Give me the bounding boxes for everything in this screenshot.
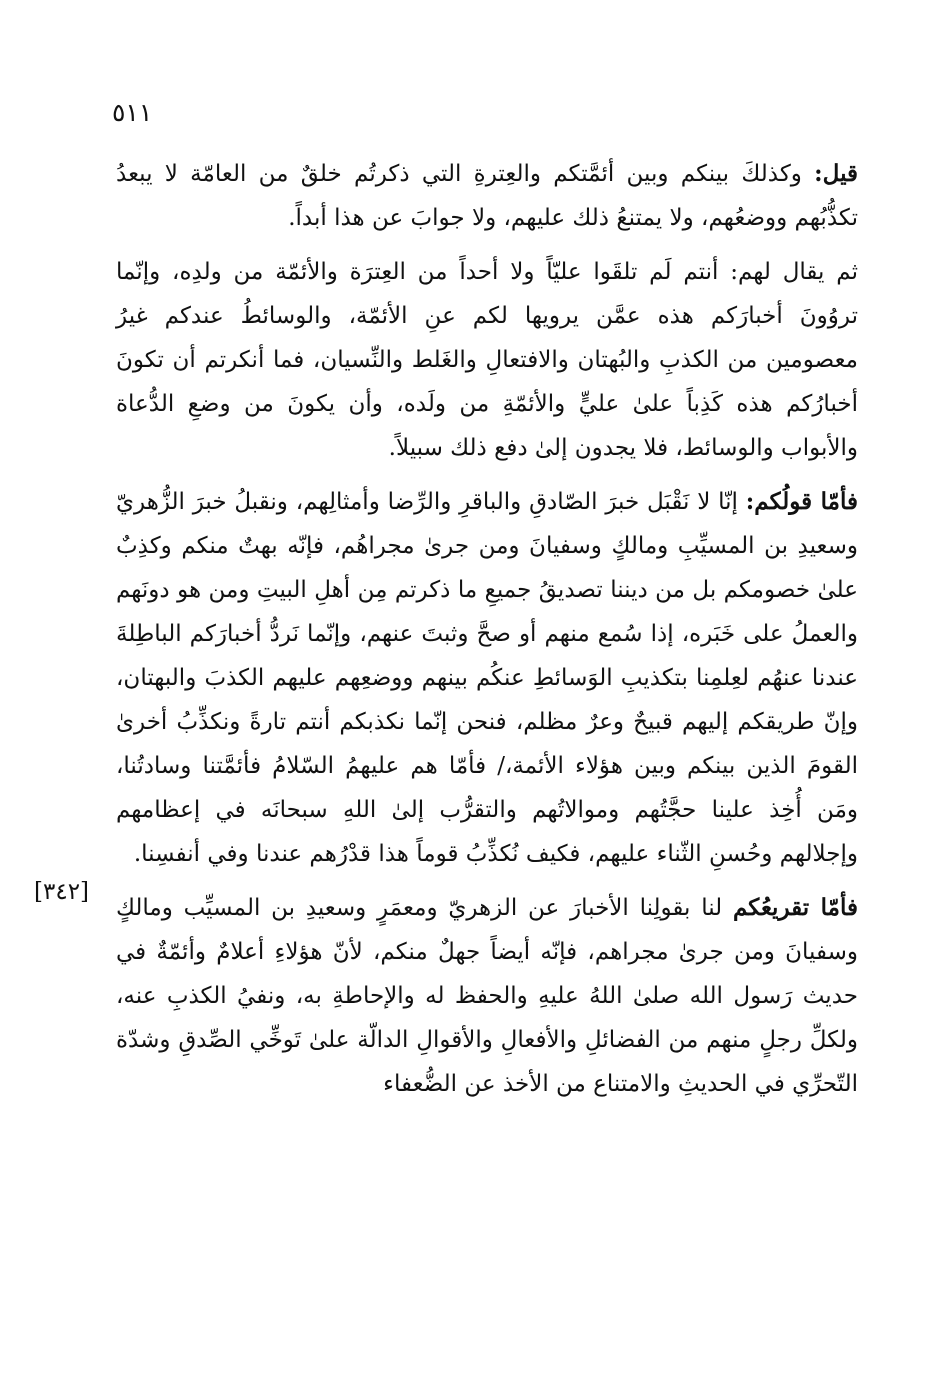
paragraph-lead: فأمّا تقريعُكم [732,894,858,921]
paragraph [116,152,858,240]
page-number: ٥١١ [112,98,153,127]
paragraph-lead: فأمّا قولُكم: [745,488,858,515]
margin-reference: [٣٤٢] [34,879,90,905]
paragraph-text: ثم يقال لهم: أنتم لَم تلقَوا عليّاً ولا أحداً من العِترَة والأئمّة من ولدِه، وإنّما تروُونَ أخبارَكم هذه عمَّن يرويها لكم عنِ الأئمّة، والوسائطُ عندكم غيرُ معصومين من الكذبِ والبُهتان والافتعالِ والغَلط والنِّسيان، فما أنكرتم أن تكونَ أخبارُكم هذه كَذِباً علىٰ عليٍّ والأئمّةِ من ولَده، وأن يكونَ من وضعِ الدُّعاة والأبواب والوسائط، فلا يجدون إلىٰ دفع ذلك سبيلاً. [116,259,858,461]
paragraph [116,480,858,876]
paragraph-lead: قيل: [814,160,858,187]
paragraph-text: وكذلكَ بينكم وبين أئمَّتكم والعِترةِ التي ذكرتُم خلقٌ من العامّة لا يبعدُ تكذُّبُهم ووضعُهم، ولا يمتنعُ ذلك عليهم، ولا جوابَ عن هذا أبداً. [116,161,858,231]
text-block [116,152,858,1116]
paragraph [116,250,858,470]
paragraph-text: إنّا لا نَقْبَل خبرَ الصّادقِ والباقرِ والرِّضا وأمثالِهم، ونقبلُ خبرَ الزُّهريّ وسعيدِ بن المسيِّبِ ومالكٍ وسفيانَ ومن جرىٰ مجراهُم، فإنّه بهتٌ منكم وكذِبٌ علىٰ خصومكم بل من ديننا تصديقُ جميعِ ما ذكرتم مِن أهلِ البيتِ ومن هو دونَهم والعملُ على خَبَره، إذا سُمع منهم أو صحَّ وثبتَ عنهم، وإنّما نَردُّ أخبارَكم الباطِلةَ عندنا عنهُم لعِلمِنا بتكذيبِ الوَسائطِ عنكُم بينهم ووضعِهم عليهم الكذبَ والبهتان، وإنّ طريقكم إليهم قبيحٌ وعرٌ مظلم، فنحن إنّما نكذبكم أنتم تارةً ونكذِّبُ أخرىٰ القومَ الذين بينكم وبين هؤلاء الأئمة،/ فأمّا هم عليهمُ السّلامُ فأئمَّتنا وسادتُنا، ومَن أُخِذ علينا حجَّتُهم وموالاتُهم والتقرُّب إلىٰ اللهِ سبحانَه في إعظامهم وإجلالهم وحُسنِ الثّناء عليهم، فكيف نُكذِّبُ قوماً هذا قدْرُهم عندنا وفي أنفسِنا. [116,489,858,867]
paragraph [116,886,858,1106]
paragraph-text: لنا بقولِنا الأخبارَ عن الزهريّ ومعمَرٍ وسعيدِ بن المسيِّب ومالكٍ وسفيانَ ومن جرىٰ مجراهم، فإنّه أيضاً جهلٌ منكم، لأنّ هؤلاءِ أعلامٌ وأئمّةٌ في حديث رَسول الله صلىٰ اللهُ عليهِ والحفظ له والإحاطةِ به، ونفيُ الكذبِ عنه، ولكلِّ رجلٍ منهم من الفضائلِ والأفعالِ والأقوالِ الدالّة علىٰ تَوخِّي الصِّدقِ وشدّة التّحرِّي في الحديثِ والامتناع من الأخذ عن الضُّعفاء [116,895,858,1097]
